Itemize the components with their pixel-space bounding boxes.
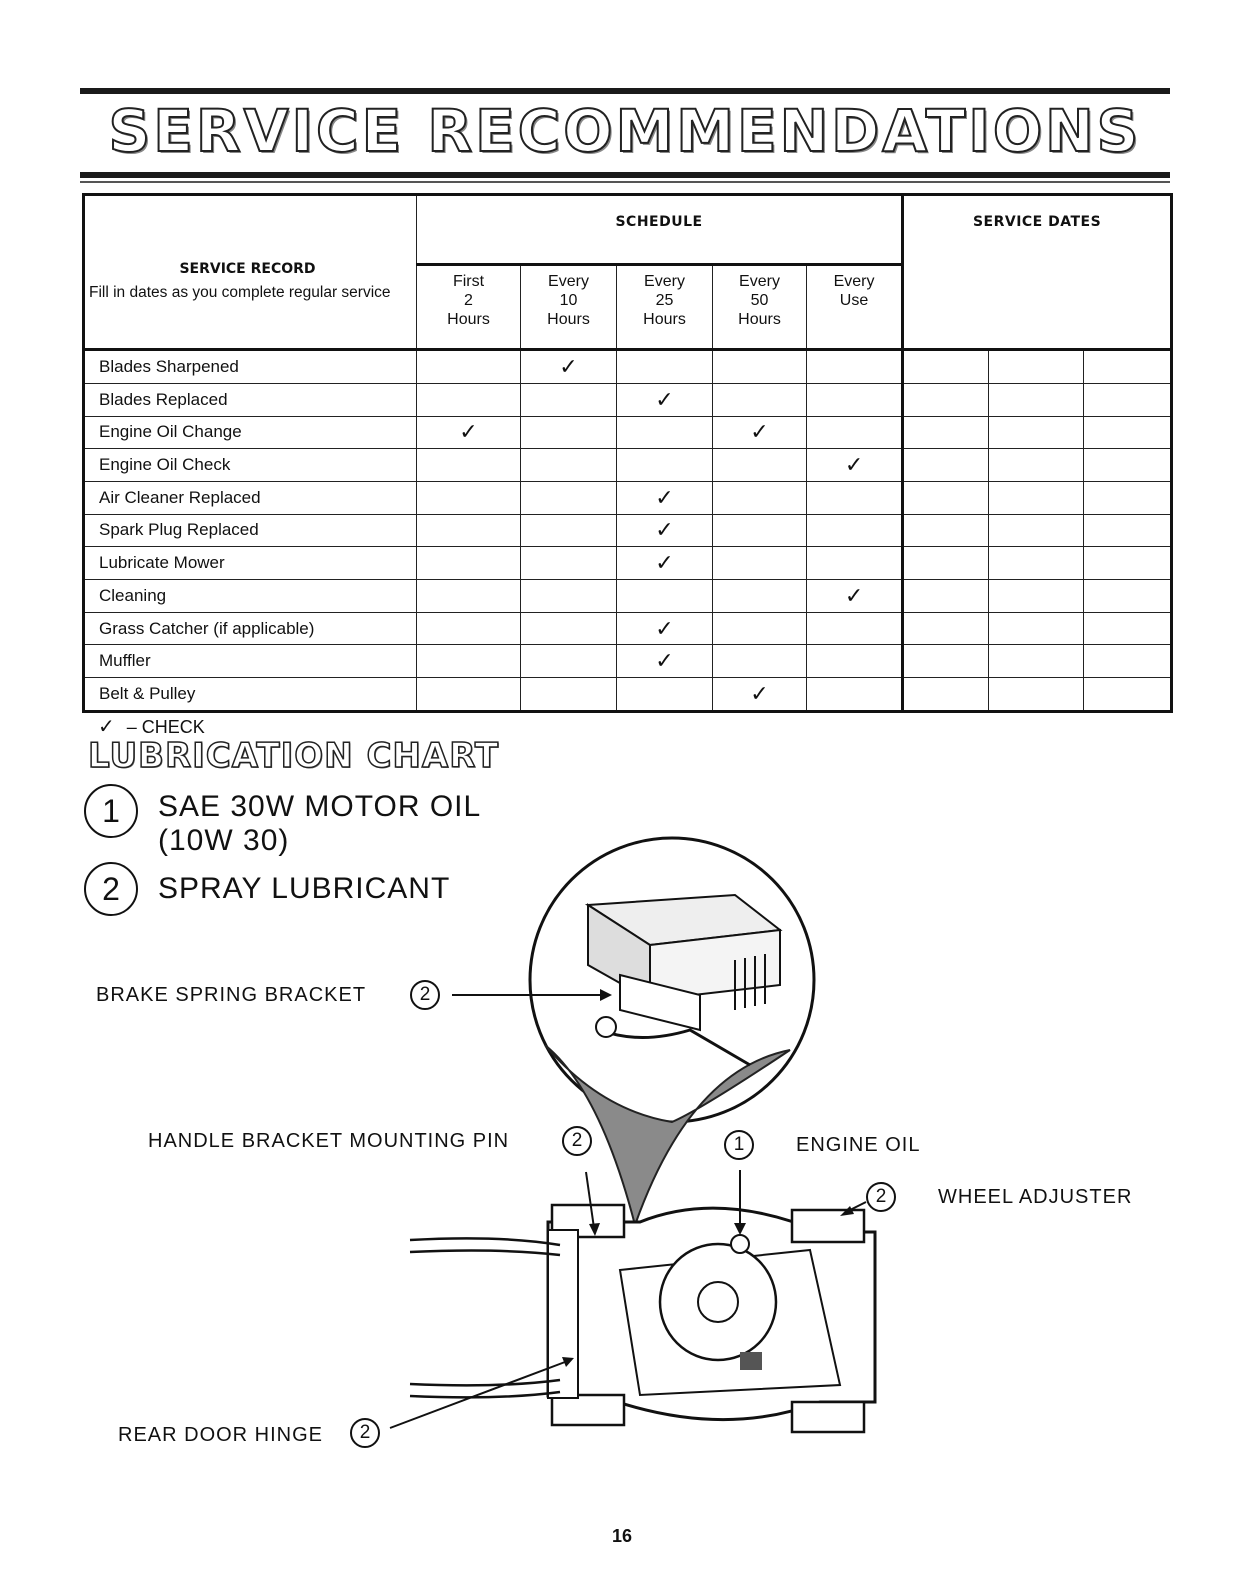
engine-oil-number: 1 [724, 1130, 754, 1160]
check-mark-icon: ✓ [655, 386, 674, 412]
check-mark-icon: ✓ [655, 517, 674, 543]
interval-header-5-l2: Use [839, 292, 869, 310]
service-dates-heading: SERVICE DATES [903, 195, 1172, 350]
brake-spring-bracket-number: 2 [410, 980, 440, 1010]
check-mark-icon: ✓ [655, 648, 674, 674]
interval-header-5-l1: Every [833, 273, 875, 291]
lubrication-chart-title: LUBRICATION CHART [88, 736, 500, 776]
row-label: Lubricate Mower [84, 547, 417, 580]
oil-fill-cap [731, 1235, 749, 1253]
bracket-bolt [596, 1017, 616, 1037]
interval-header-2-l3: Hours [547, 311, 590, 329]
row-label: Blades Sharpened [84, 349, 417, 383]
interval-header-2-l1: Every [548, 273, 589, 291]
service-record-heading: SERVICE RECORD [179, 260, 316, 277]
engine-oil-label: ENGINE OIL [796, 1134, 921, 1156]
row-label: Air Cleaner Replaced [84, 481, 417, 514]
rear-door-hinge-label: REAR DOOR HINGE [118, 1424, 324, 1446]
check-legend-text: – CHECK [126, 717, 205, 737]
check-mark-icon: ✓ [750, 419, 769, 445]
interval-header-3-l1: Every [644, 273, 685, 291]
brake-spring-bracket-label: BRAKE SPRING BRACKET [96, 984, 367, 1006]
row-label: Engine Oil Check [84, 449, 417, 482]
interval-header-3-l3: Hours [643, 311, 686, 329]
interval-header-1-l3: Hours [447, 311, 490, 329]
check-mark-icon: ✓ [750, 681, 769, 707]
handle-bracket-pin-number: 2 [562, 1126, 592, 1156]
service-record-note: Fill in dates as you complete regular service [89, 283, 391, 301]
row-label: Engine Oil Change [84, 416, 417, 449]
interval-header-4-l3: Hours [738, 311, 781, 329]
lube-item-2-number: 2 [84, 862, 138, 916]
interval-header-4-l2: 50 [750, 292, 769, 310]
row-label: Blades Replaced [84, 383, 417, 416]
check-mark-icon: ✓ [655, 615, 674, 641]
lube-item-2-text: SPRAY LUBRICANT [158, 872, 451, 905]
check-mark-icon: ✓ [844, 452, 864, 478]
lube-item-1-line1: SAE 30W MOTOR OIL [158, 790, 482, 823]
wheel-adjuster-label: WHEEL ADJUSTER [938, 1186, 1133, 1208]
check-mark-icon: ✓ [459, 419, 478, 445]
row-label: Belt & Pulley [84, 678, 417, 712]
rear-door-hinge-number: 2 [350, 1418, 380, 1448]
interval-header-4-l1: Every [739, 273, 780, 291]
spark-plug [740, 1352, 762, 1370]
check-mark-icon: ✓ [559, 353, 578, 379]
lube-item-1-number: 1 [84, 784, 138, 838]
schedule-heading: SCHEDULE [417, 195, 903, 265]
interval-header-2-l2: 10 [559, 292, 578, 310]
handle-bars [410, 1238, 560, 1397]
row-label: Spark Plug Replaced [84, 514, 417, 547]
interval-header-1-l2: 2 [464, 292, 473, 310]
lube-item-1-line2: (10W 30) [158, 824, 290, 857]
check-mark-icon: ✓ [844, 582, 864, 608]
row-label: Muffler [84, 645, 417, 678]
wheel-adjuster-number: 2 [866, 1182, 896, 1212]
check-mark-icon: ✓ [98, 716, 115, 738]
front-right-wheel [792, 1402, 864, 1432]
engine-hub [698, 1282, 738, 1322]
check-mark-icon: ✓ [655, 484, 674, 510]
handle-bracket-pin-label: HANDLE BRACKET MOUNTING PIN [148, 1130, 510, 1152]
check-mark-icon: ✓ [655, 550, 674, 576]
page-number: 16 [611, 1526, 633, 1546]
interval-header-3-l2: 25 [655, 292, 674, 310]
row-label: Grass Catcher (if applicable) [84, 612, 417, 645]
front-left-wheel [552, 1395, 624, 1425]
row-label: Cleaning [84, 579, 417, 612]
interval-header-1-l1: First [452, 273, 485, 291]
page-title: SERVICE RECOMMENDATIONS [108, 97, 1142, 165]
rear-right-wheel [792, 1210, 864, 1242]
